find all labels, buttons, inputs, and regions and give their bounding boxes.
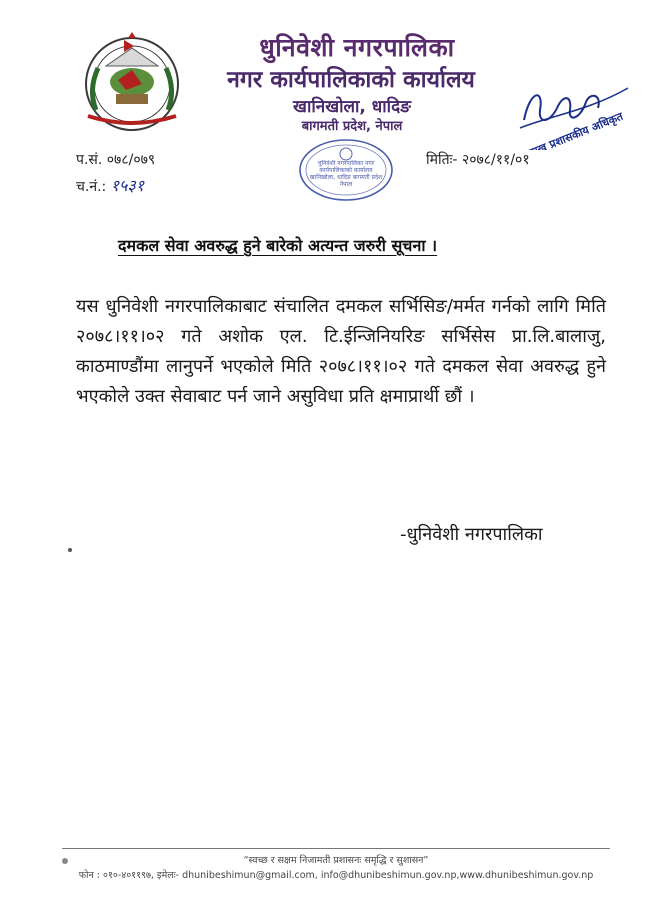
dispatch-number: [76, 174, 144, 196]
reference-number: [76, 150, 155, 169]
footer-contact: फोन : ०१०-४०११९७, इमेलः- dhunibeshimun@gmail.com, info@dhunibeshimun.gov.np,www.dhunibeshimun.gov.np: [78, 870, 594, 881]
office-province: बागमती प्रदेश, नेपाल: [301, 119, 403, 134]
reference-number-label: प.सं.: [76, 152, 103, 168]
letter-date: [426, 150, 530, 169]
office-location: खानिखोला, धादिङ: [293, 97, 411, 117]
notice-subject: दमकल सेवा अवरुद्ध हुने बारेको अत्यन्त जरुरी सूचना ।: [118, 236, 438, 255]
letter-date-label: मितिः-: [426, 152, 458, 168]
notice-body: यस धुनिवेशी नगरपालिकाबाट संचालित दमकल सर्भिसिङ/मर्मत गर्नको लागि मिति २०७८।११।०२ गते अशोक एल. टि.ईन्जिनियरिङ सर्भिसेस प्रा.लि.बालाजु, काठमाण्डौंमा लानुपर्ने भएकोले मिति २०७८।११।०२ गते दमकल सेवा अवरुद्ध हुने भएकोले उक्त सेवाबाट पर्न जाने असुविधा प्रति क्षमाप्रार्थी छौं ।: [76, 296, 606, 407]
dispatch-number-value: १५३१: [110, 176, 145, 195]
municipality-name: धुनिवेशी नगरपालिका: [259, 33, 455, 62]
footer-motto: “स्वच्छ र सक्षम निजामती प्रशासनः समृद्धि र सुशासन”: [243, 855, 429, 866]
paper-speck: [68, 548, 72, 552]
dispatch-number-label: च.नं.:: [76, 179, 107, 195]
notice-closing: -धुनिवेशी नगरपालिका: [400, 524, 543, 545]
office-stamp: [296, 136, 396, 204]
official-signature: [510, 80, 640, 150]
nepal-emblem-icon: [78, 30, 186, 136]
reference-number-value: ०७८/०७९: [106, 152, 156, 168]
office-name: नगर कार्यपालिकाको कार्यालय: [227, 67, 475, 93]
signature-designation: प्रमुख प्रशासकीय अधिकृत: [523, 109, 625, 150]
office-stamp-text: धुनिवेशी नगरपालिका नगर कार्यपालिकाको कार्यालय खानिखोला, धादिङ बागमती प्रदेश नेपाल: [309, 160, 383, 188]
footer-divider: [62, 848, 610, 849]
letter-date-value: २०७८/११/०१: [461, 152, 530, 168]
